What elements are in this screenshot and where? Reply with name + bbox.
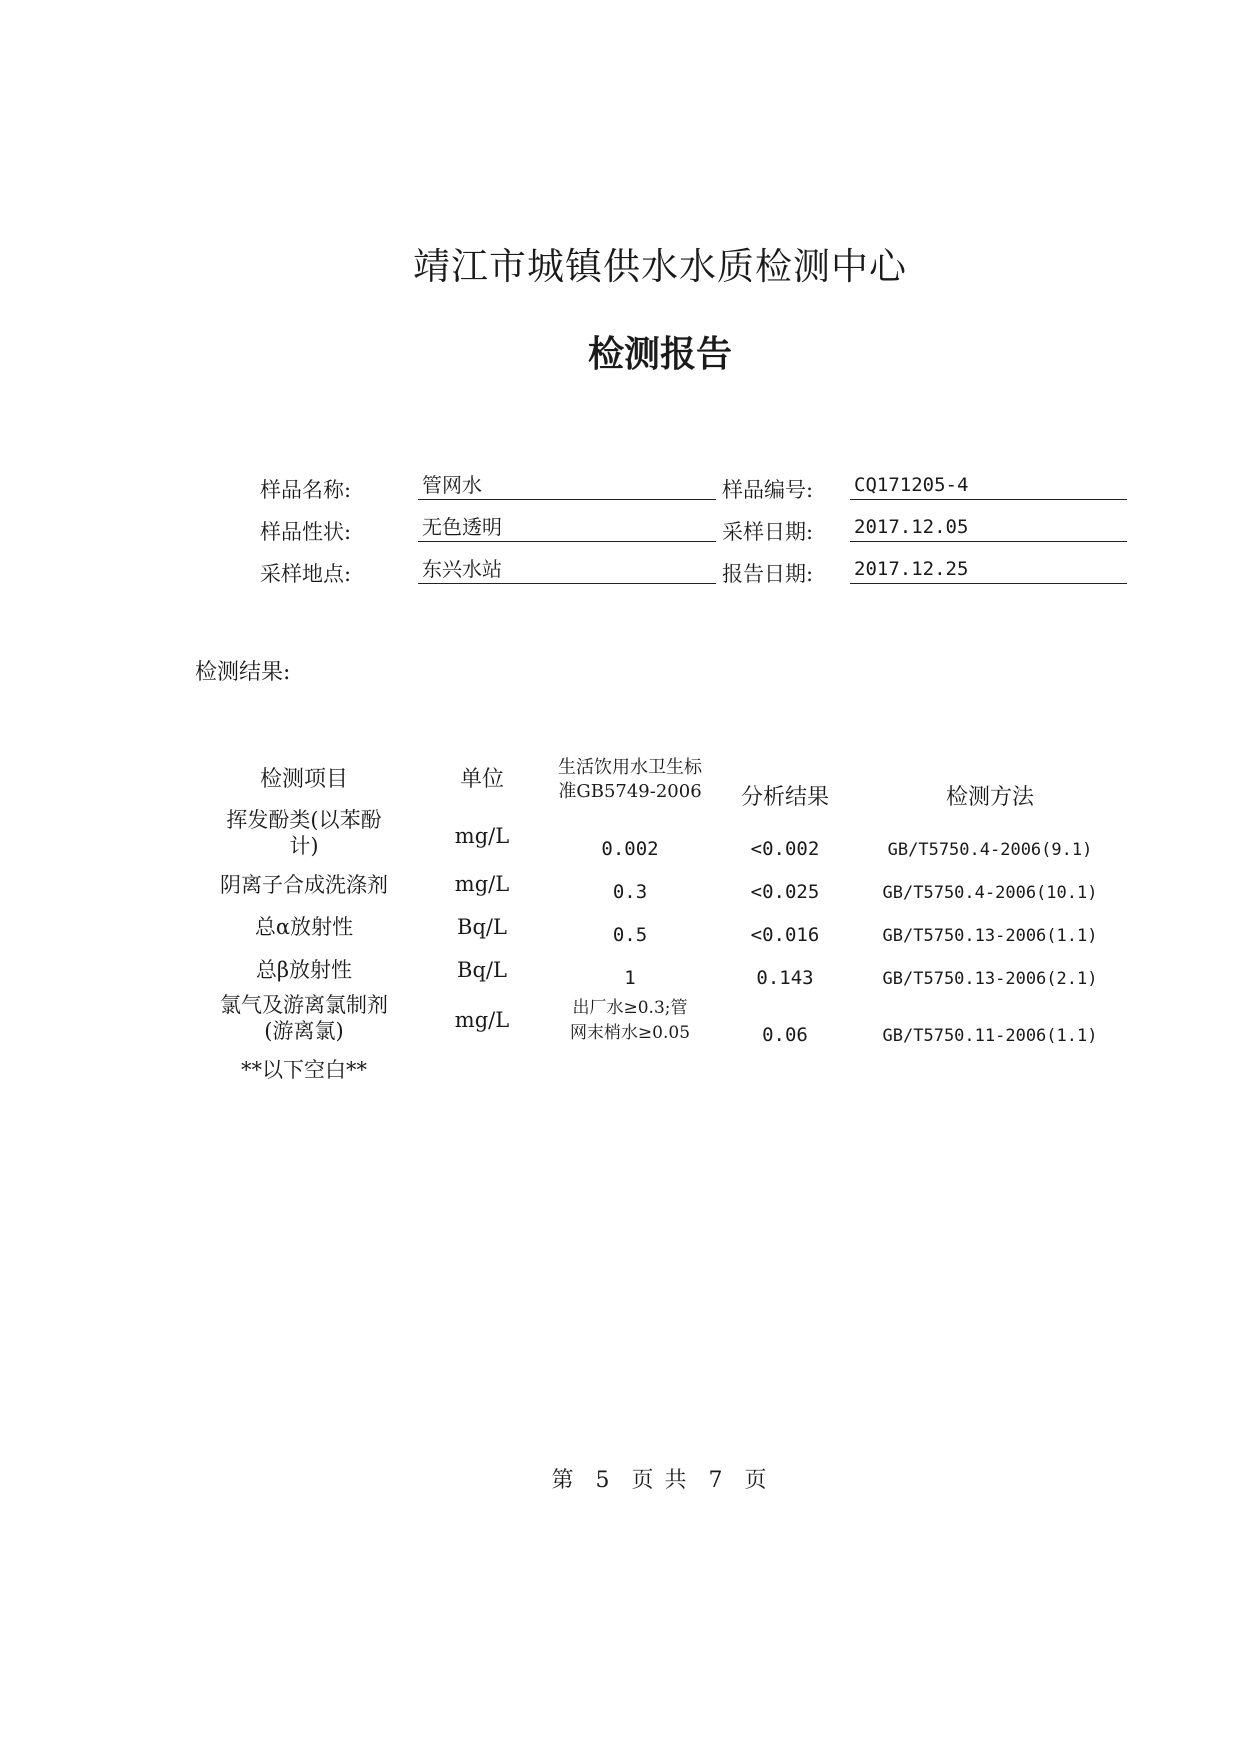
standard-cell: 0.5 [612, 924, 648, 946]
column-header-unit: 单位 [459, 767, 504, 792]
unit-cell: Bq/L [457, 915, 507, 939]
standard-cell: 出厂水≥0.3;管 网末梢水≥0.05 [569, 998, 691, 1043]
unit-cell: Bq/L [457, 958, 507, 982]
sample-name-label: 样品名称: [260, 478, 352, 502]
method-cell: GB/T5750.13-2006(1.1) [882, 926, 1098, 946]
report-date-label: 报告日期: [722, 562, 814, 586]
sampling-date-value: 2017.12.05 [850, 513, 1127, 542]
sample-number-value: CQ171205-4 [850, 471, 1127, 500]
column-header-result: 分析结果 [740, 785, 829, 810]
sample-property-value: 无色透明 [418, 513, 716, 542]
current-page-number: 5 [595, 1468, 612, 1493]
sample-number-label: 样品编号: [722, 478, 814, 502]
column-header-standard: 生活饮用水卫生标 准GB5749-2006 [558, 757, 702, 802]
standard-cell: 1 [624, 967, 636, 989]
column-header-item: 检测项目 [259, 767, 348, 792]
method-cell: GB/T5750.4-2006(9.1) [887, 840, 1093, 860]
item-cell: 氯气及游离氯制剂 (游离氯) [220, 993, 388, 1043]
unit-cell: mg/L [454, 872, 510, 896]
standard-cell: 0.002 [601, 838, 659, 860]
result-cell: 0.06 [762, 1024, 808, 1046]
page-footer: 第 5 页 共 7 页 [551, 1468, 769, 1493]
item-cell: 阴离子合成洗涤剂 [220, 873, 388, 897]
method-cell: GB/T5750.4-2006(10.1) [882, 883, 1098, 903]
sampling-location-value: 东兴水站 [418, 555, 716, 584]
document-title: 检测报告 [587, 333, 732, 375]
results-section-label: 检测结果: [195, 660, 291, 685]
result-cell: 0.143 [756, 967, 814, 989]
organization-title: 靖江市城镇供水水质检测中心 [413, 245, 907, 288]
item-cell: 总β放射性 [255, 958, 353, 982]
method-cell: GB/T5750.13-2006(2.1) [882, 969, 1098, 989]
unit-cell: mg/L [454, 1008, 510, 1032]
item-cell: 挥发酚类(以苯酚 计) [226, 808, 382, 858]
report-date-value: 2017.12.25 [850, 555, 1127, 584]
item-cell: 总α放射性 [254, 915, 354, 939]
result-cell: <0.025 [750, 881, 820, 903]
column-header-method: 检测方法 [945, 785, 1034, 810]
end-marker: **以下空白** [241, 1058, 367, 1082]
sample-property-label: 样品性状: [260, 520, 352, 544]
standard-cell: 0.3 [612, 881, 648, 903]
sampling-location-label: 采样地点: [260, 562, 352, 586]
result-cell: <0.016 [750, 924, 820, 946]
total-pages-number: 7 [708, 1468, 725, 1493]
result-cell: <0.002 [750, 838, 820, 860]
sampling-date-label: 采样日期: [722, 520, 814, 544]
method-cell: GB/T5750.11-2006(1.1) [882, 1026, 1098, 1046]
unit-cell: mg/L [454, 824, 510, 848]
sample-name-value: 管网水 [418, 471, 716, 500]
